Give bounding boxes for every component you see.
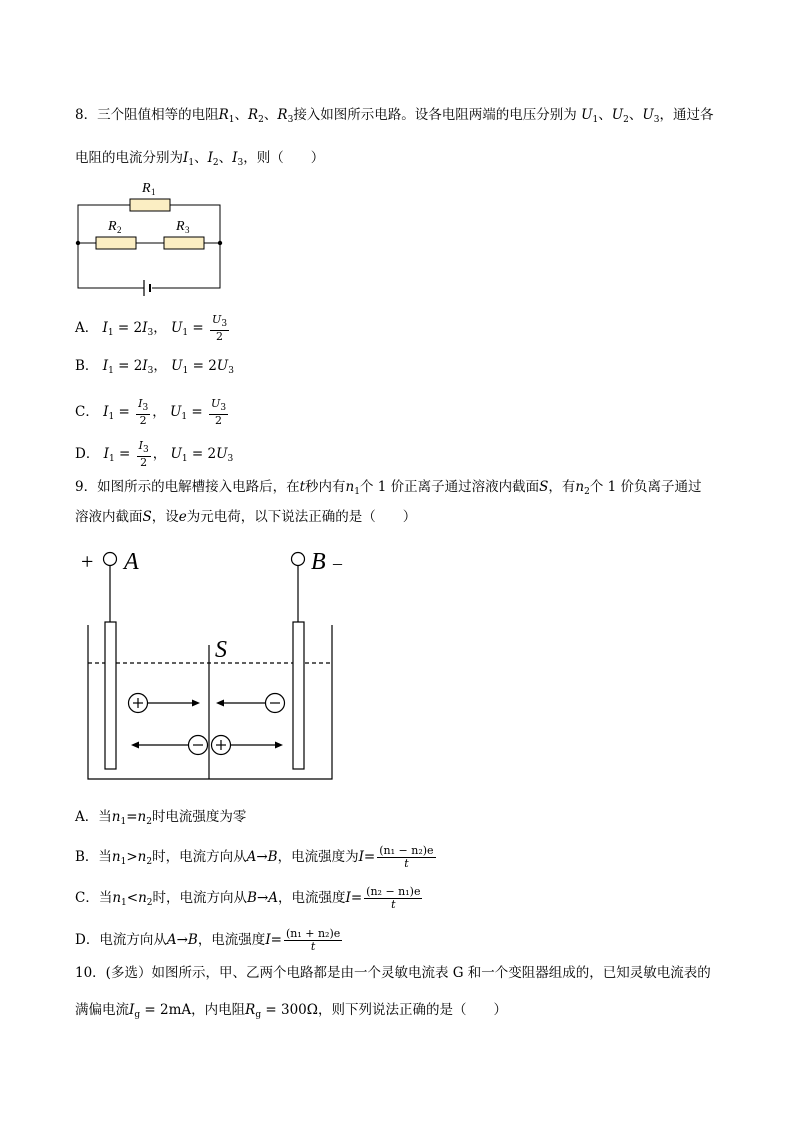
svg-text:–: – [333, 553, 342, 573]
svg-text:R: R [108, 219, 117, 234]
resistor-r2 [96, 237, 136, 249]
q8-circuit-diagram [70, 175, 230, 300]
svg-text:B: B [311, 549, 326, 575]
q8-option-a[interactable]: A． $I_1 = 2I_3$， $U_1$ = $\frac{U_3}{2}$ [75, 313, 228, 343]
q9-stem-line1: 9．如图所示的电解槽接入电路后，在t秒内有$n_1$个 1 价正离子通过溶液内截面S，有$n_2$个 1 价负离子通过 [75, 479, 702, 497]
q10-stem-line1: 10．(多选）如图所示，甲、乙两个电路都是由一个灵敏电流表 G 和一个变阻器组成的，已知灵敏电流表的 [75, 965, 711, 981]
q9-option-b[interactable]: B．当$n_1>n_2$时，电流方向从A→B，电流强度为I= $\frac{\text{(n₁ − n₂)e}}{t}$ [75, 844, 434, 870]
svg-text:+: + [81, 549, 94, 574]
q9-option-c[interactable]: C．当$n_1<n_2$时，电流方向从B→A，电流强度I= $\frac{\text{(n₂ − n₁)e}}{t}$ [75, 885, 421, 911]
q8-option-c[interactable]: C． $I_1$ = $\frac{I_3}{2}$ ， $U_1$ = $\frac{U_3}{2}$ [75, 397, 227, 427]
svg-text:R: R [176, 219, 185, 234]
svg-text:2: 2 [117, 225, 122, 235]
svg-text:A: A [124, 549, 139, 575]
q8-stem-line1: 8．三个阻值相等的电阻$R_1$、$R_2$、$R_3$接入如图所示电路。设各电阻两端的电压分别为 $U_1$、$U_2$、$U_3$，通过各 [75, 107, 714, 125]
q9-stem-line2: 溶液内截面S，设e为元电荷，以下说法正确的是（ ） [75, 509, 417, 525]
q9-option-d[interactable]: D．电流方向从A→B，电流强度I= $\frac{\text{(n₁ + n₂)e}}{t}$ [75, 927, 341, 953]
svg-text:3: 3 [185, 225, 190, 235]
resistor-r3 [164, 237, 204, 249]
svg-text:1: 1 [151, 187, 156, 197]
q8-option-d[interactable]: D． $I_1$ = $\frac{I_3}{2}$ ， $U_1 = 2U_3$ [75, 439, 234, 469]
svg-text:S: S [215, 637, 227, 663]
q9-electrolysis-diagram [78, 545, 348, 785]
q8-option-b[interactable]: B． $I_1 = 2I_3$， $U_1 = 2U_3$ [75, 358, 234, 376]
resistor-r1 [130, 199, 170, 211]
svg-text:R: R [142, 181, 151, 196]
q10-stem-line2: 满偏电流$I_g = 2mA$，内电阻$R_g = 300\Omega$，则下列说法正确的是（ ） [75, 1002, 507, 1020]
q9-option-a[interactable]: A．当$n_1=n_2$时电流强度为零 [75, 809, 247, 827]
q8-stem-line2: 电阻的电流分别为$I_1$、$I_2$、$I_3$，则（ ） [75, 150, 325, 168]
